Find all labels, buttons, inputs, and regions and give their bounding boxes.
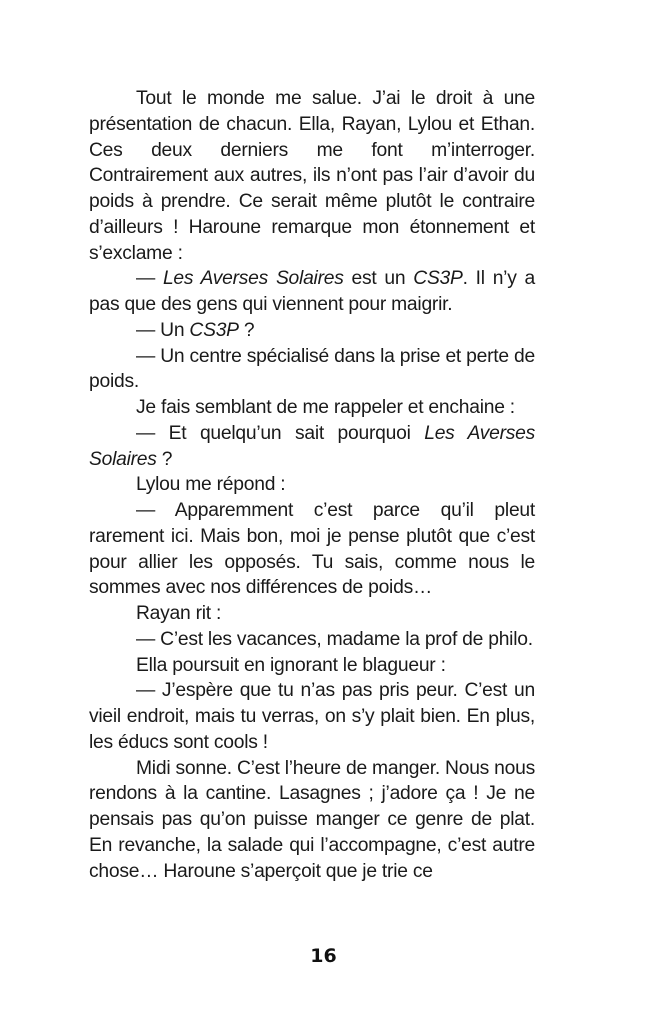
paragraph [89,344,535,396]
text-run: Je fais semblant de me rappeler et enchaine : [136,397,515,418]
paragraph [89,678,535,755]
paragraph [89,86,535,266]
text-run: — Un centre spécialisé dans la prise et perte de poids. [89,345,535,393]
paragraph [89,601,535,627]
text-run: — Un [136,319,190,341]
text-run: Tout le monde me salue. J’ai le droit à une présentation de chacun. Ella, Rayan, Lylou et Ethan. Ces deux derniers me font m’interroger. Contrairement aux autres, ils n’ont pas l’air d’avoir du poids à prendre. Ce serait même plutôt le contraire d’ailleurs ! Haroune remarque mon étonnement et s’exclame : [89,88,535,264]
paragraph [89,756,535,885]
text-run: Midi sonne. C’est l’heure de manger. Nous nous rendons à la cantine. Lasagnes ; j’adore ça ! Je ne pensais pas qu’on puisse manger ce genre de plat. En revanche, la salade qui l’accompagne, c’est autre chose… Haroune s’aperçoit que je trie ce [89,757,535,882]
text-run: Ella poursuit en ignorant le blagueur : [136,654,446,676]
paragraph [89,498,535,601]
text-run: . Il n’y a pas que des gens qui viennent pour maigrir. [89,268,535,315]
body-text [89,86,535,884]
text-run: — Et quelqu’un sait pourquoi [136,422,425,444]
italic-text: Les Averses Solaires [89,422,535,470]
text-run: — J’espère que tu n’as pas pris peur. C’est un vieil endroit, mais tu verras, on s’y plait bien. En plus, les éducs sont cools ! [89,680,535,753]
text-run: — [136,268,163,290]
paragraph [89,395,535,421]
paragraph [89,421,535,473]
paragraph [89,653,535,679]
italic-text: CS3P [189,319,239,341]
text-run: ? [156,448,173,470]
italic-text: CS3P [413,268,463,290]
paragraph [89,627,535,653]
paragraph [89,472,535,498]
paragraph [89,318,535,344]
italic-text: Les Averses Solaires [162,268,344,290]
text-run: — Apparemment c’est parce qu’il pleut rarement ici. Mais bon, moi je pense plutôt que c’est pour allier les opposés. Tu sais, comme nous le sommes avec nos différences de poids… [89,500,535,599]
text-run: ? [238,319,255,341]
paragraph [89,266,535,318]
text-run: est un [343,268,414,290]
text-run: — C’est les vacances, madame la prof de philo. [136,628,533,650]
text-run: Lylou me répond : [136,474,286,496]
page-number: 16 [310,945,337,967]
text-run: Rayan rit : [136,603,222,624]
